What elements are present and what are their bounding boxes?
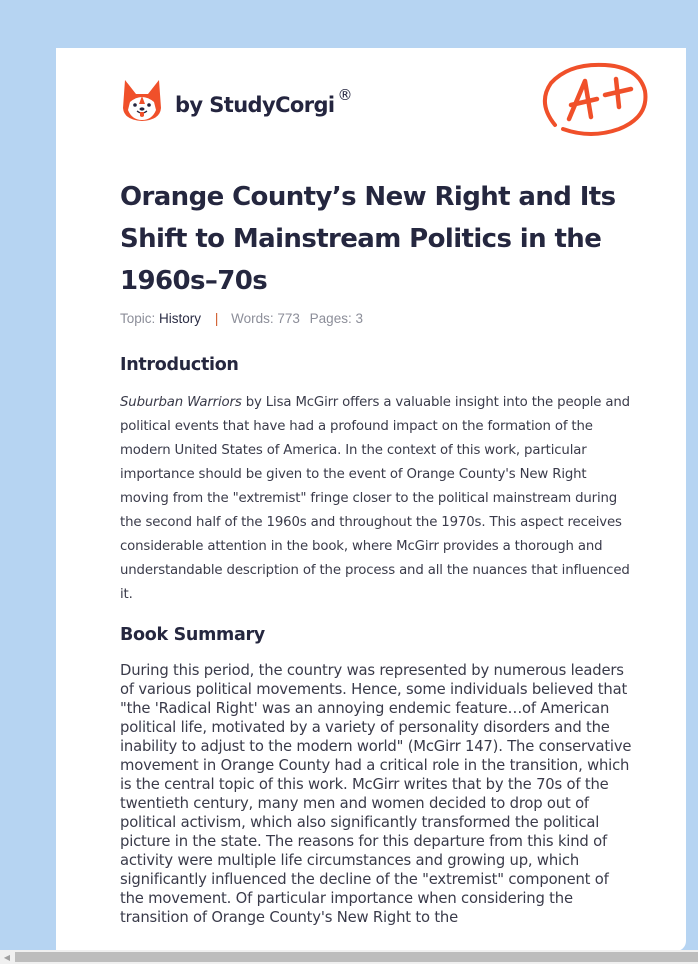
book-summary-paragraph: During this period, the country was represented by numerous leaders of various political movements. Hence, some individuals believed that "the 'Radical Right' was an annoying endemic feature…of American political life, motivated by a variety of personality disorders and the inability to adjust to the modern world" (McGirr 147). The conservative movement in Orange County had a critical role in the transition, which is the central topic of this work. McGirr writes that by the 70s of the twentieth century, many men and women decided to drop out of political activism, which also significantly transformed the political picture in the state. The reasons for this departure from this kind of activity were multiple life circumstances and growing up, which significantly influenced the decline of the "extremist" component of the movement. Of particular importance when considering the transition of Orange County's New Right to the	[120, 662, 632, 926]
document-title: Orange County’s New Right and Its Shift to Mainstream Politics in the 1960s–70s	[120, 182, 616, 296]
topic-link[interactable]: History	[159, 311, 202, 326]
introduction-text: by Lisa McGirr offers a valuable insight into the people and political events that have had a profound impact on the formation of the modern United States of America. In the context of this work, particular importance should be given to the event of Orange County's New Right moving from the "extremist" fringe closer to the political mainstream during the second half of the 1960s and throughout the 1970s. This aspect receives considerable attention in the book, where McGirr provides a thorough and understandable description of the process and all the nuances that influenced it.	[120, 395, 630, 602]
logo-text: by StudyCorgi	[175, 93, 335, 117]
scrollbar-thumb[interactable]	[15, 952, 698, 962]
word-count: Words: 773	[231, 311, 300, 326]
studycorgi-logo[interactable]	[122, 76, 353, 124]
meta-separator: |	[214, 311, 219, 326]
book-title: Suburban Warriors	[120, 395, 242, 410]
section-heading-book-summary: Book Summary	[120, 625, 265, 645]
page-count: Pages: 3	[309, 311, 363, 326]
section-heading-introduction: Introduction	[120, 355, 239, 375]
horizontal-scrollbar[interactable]	[0, 950, 698, 964]
introduction-paragraph	[120, 391, 632, 607]
a-plus-grade-icon	[539, 59, 649, 139]
scroll-left-arrow-icon[interactable]: ◀	[3, 952, 11, 962]
document-meta	[120, 311, 363, 326]
registered-mark: ®	[337, 86, 353, 104]
corgi-icon	[122, 78, 162, 122]
document-page	[56, 48, 686, 951]
topic-label: Topic:	[120, 311, 156, 326]
